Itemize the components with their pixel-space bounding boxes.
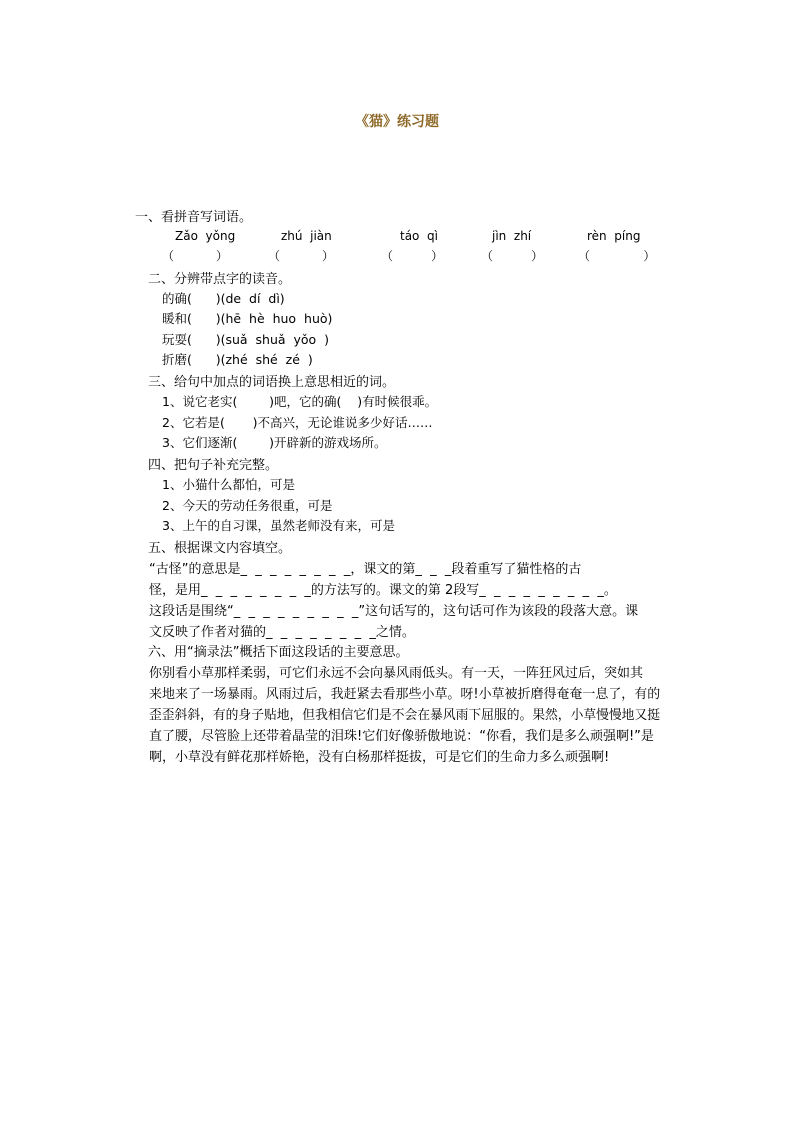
- section3-heading: 三、给句中加点的词语换上意思相近的词。: [148, 375, 396, 390]
- answer-box-5[interactable]: （ ）: [578, 249, 656, 263]
- page-title: 《猫》练习题: [355, 114, 439, 130]
- reading-item-1: 的确( )(de dí dì): [162, 291, 285, 306]
- passage-line-3: 歪歪斜斜，有的身子贴地，但我相信它们是不会在暴风雨下屈服的。果然，小草慢慢地又挺: [149, 708, 661, 723]
- pinyin-3: táo qì: [400, 229, 438, 243]
- fill-line-3: 这段话是围绕“_ _ _ _ _ _ _ _ _”这句话写的，这句话可作为该段的段落大意。课: [149, 604, 639, 619]
- complete-item-3: 3、上午的自习课，虽然老师没有来，可是: [162, 518, 395, 533]
- answer-box-2[interactable]: （ ）: [268, 249, 334, 263]
- passage-line-5: 啊，小草没有鲜花那样娇艳，没有白杨那样挺拔，可是它们的生命力多么顽强啊!: [149, 750, 610, 765]
- synonym-item-1: 1、说它老实( )吧，它的确( )有时候很乖。: [162, 394, 438, 409]
- section4-heading: 四、把句子补充完整。: [148, 458, 279, 473]
- pinyin-5: rèn píng: [587, 229, 641, 243]
- complete-item-1: 1、小猫什么都怕，可是: [162, 477, 295, 492]
- fill-line-4: 文反映了作者对猫的_ _ _ _ _ _ _ _之情。: [149, 625, 415, 640]
- passage-line-4: 直了腰，尽管脸上还带着晶莹的泪珠!它们好像骄傲地说：“你看，我们是多么顽强啊!”是: [149, 729, 654, 744]
- section2-heading: 二、分辨带点字的读音。: [148, 272, 292, 287]
- fill-line-1: “古怪”的意思是_ _ _ _ _ _ _ _，课文的第_ _ _段着重写了猫性格的古: [149, 562, 582, 577]
- passage-line-2: 来地来了一场暴雨。风雨过后，我赶紧去看那些小草。呀!小草被折磨得奄奄一息了，有的: [149, 687, 661, 702]
- synonym-item-3: 3、它们逐渐( )开辟新的游戏场所。: [162, 435, 387, 450]
- pinyin-4: jìn zhí: [492, 229, 532, 243]
- reading-item-2: 暖和( )(hē hè huo huò): [162, 311, 333, 326]
- section6-heading: 六、用“摘录法”概括下面这段话的主要意思。: [148, 645, 409, 660]
- passage-line-1: 你别看小草那样柔弱，可它们永远不会向暴风雨低头。有一天，一阵狂风过后，突如其: [149, 666, 644, 681]
- reading-item-4: 折磨( )(zhé shé zé ): [162, 352, 313, 367]
- complete-item-2: 2、今天的劳动任务很重，可是: [162, 498, 333, 513]
- pinyin-2: zhú jiàn: [281, 229, 332, 243]
- answer-box-1[interactable]: （ ）: [162, 249, 228, 263]
- answer-box-4[interactable]: （ ）: [481, 249, 544, 263]
- section1-heading: 一、看拼音写词语。: [135, 210, 253, 225]
- fill-line-2: 怪，是用_ _ _ _ _ _ _ _的方法写的。课文的第 2段写_ _ _ _ _ _ _ _ _。: [149, 583, 617, 598]
- synonym-item-2: 2、它若是( )不高兴，无论谁说多少好话……: [162, 415, 433, 430]
- reading-item-3: 玩耍( )(suǎ shuǎ yǒo ): [162, 332, 329, 347]
- answer-box-3[interactable]: （ ）: [381, 249, 444, 263]
- section5-heading: 五、根据课文内容填空。: [148, 541, 292, 556]
- pinyin-1: Zǎo yǒng: [175, 229, 236, 243]
